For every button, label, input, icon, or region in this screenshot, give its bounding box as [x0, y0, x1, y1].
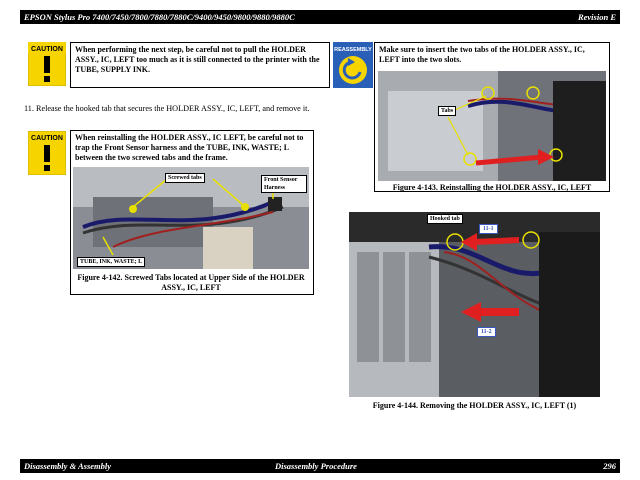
header-bar	[20, 10, 620, 24]
reassembly-text: Make sure to insert the two tabs of the HOLDER ASSY., IC, LEFT into the two slots.	[379, 45, 585, 64]
caution-note-1	[70, 42, 330, 88]
reassembly-badge-text: REASSEMBLY	[334, 47, 372, 53]
label-hooked-tab: Hooked tab	[427, 214, 463, 224]
label-screwed-tabs: Screwed tabs	[165, 173, 205, 183]
footer-bar	[20, 459, 620, 473]
caution-text-1: When performing the next step, be careful not to pull the HOLDER ASSY., IC, LEFT too much as it is still connected to the printer with the TUBE, SUPPLY INK.	[75, 45, 320, 74]
step-11	[24, 104, 324, 114]
caution-text-2: When reinstalling the HOLDER ASSY., IC LEFT, be careful not to trap the Front Sensor harness and the TUBE, INK, WASTE; L between the two screwed tabs and the frame.	[75, 133, 304, 162]
footer-chapter: Disassembly Procedure	[275, 461, 357, 471]
figure-143-caption: Figure 4-143. Reinstalling the HOLDER ASSY., IC, LEFT	[392, 183, 592, 192]
caution-icon	[28, 42, 66, 91]
tag-step-11-1: 11-1	[479, 224, 498, 234]
page-number: 296	[603, 461, 616, 471]
tag-step-11-2: 11-2	[477, 327, 496, 337]
revision-label: Revision E	[577, 12, 616, 22]
document-title: EPSON Stylus Pro 7400/7450/7800/7880/7880C/9400/9450/9800/9880/9880C	[24, 12, 295, 22]
reassembly-icon	[333, 42, 373, 93]
label-tube-ink-waste: TUBE, INK, WASTE; L	[77, 257, 145, 267]
caution-badge-text: CAUTION	[31, 135, 63, 142]
figure-142-photo	[73, 167, 309, 269]
figure-143-photo	[378, 71, 606, 181]
step-text: Release the hooked tab that secures the HOLDER ASSY., IC, LEFT, and remove it.	[35, 104, 310, 113]
caution-badge-text: CAUTION	[31, 46, 63, 53]
label-front-sensor: Front Sensor Harness	[261, 175, 307, 193]
footer-section: Disassembly & Assembly	[24, 461, 112, 471]
figure-144-caption: Figure 4-144. Removing the HOLDER ASSY., IC, LEFT (1)	[372, 401, 577, 410]
step-number: 11.	[24, 104, 34, 113]
label-tabs: Tabs	[438, 106, 456, 116]
caution-icon	[28, 131, 66, 180]
figure-144-photo	[349, 212, 600, 397]
figure-142-caption: Figure 4-142. Screwed Tabs located at Upper Side of the HOLDER ASSY., IC, LEFT	[77, 273, 305, 292]
